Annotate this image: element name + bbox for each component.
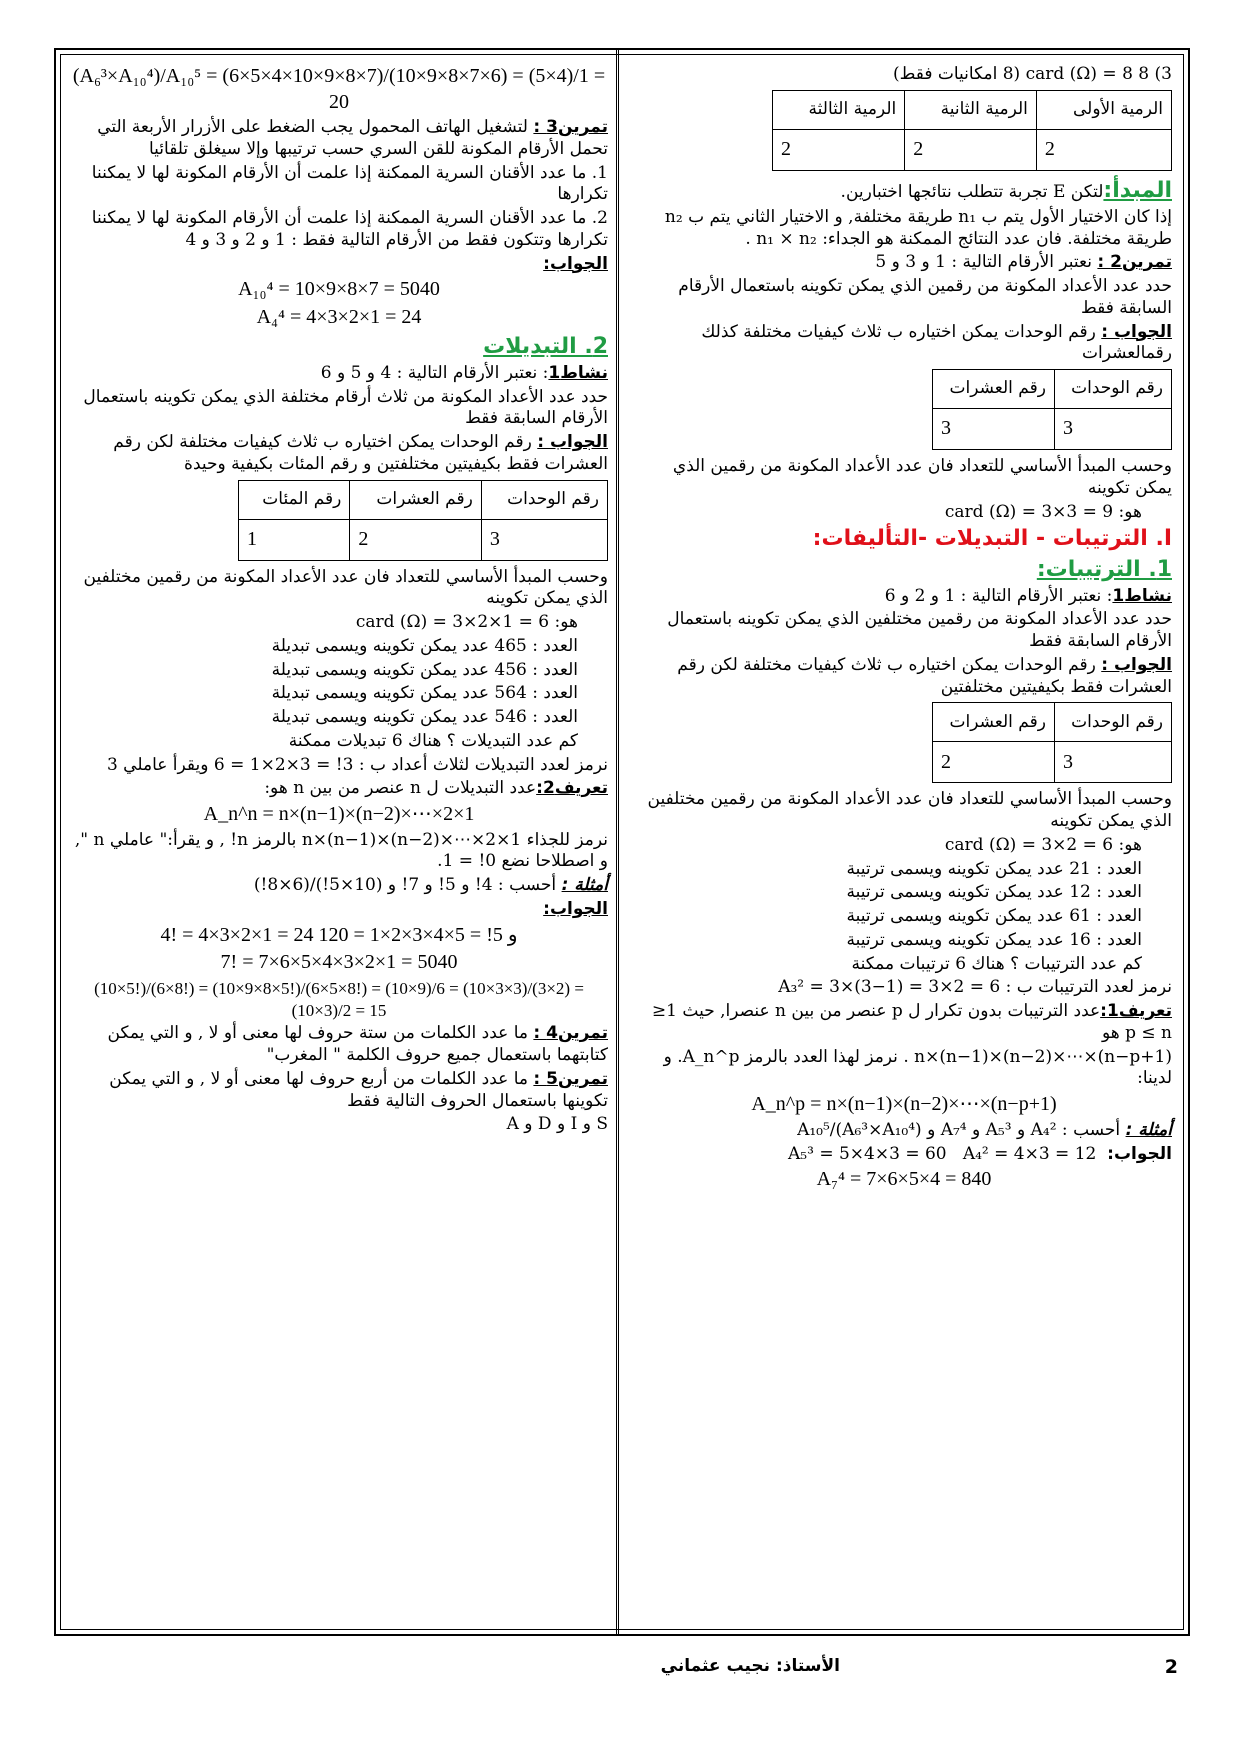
exercise2-answer: [636, 322, 1172, 366]
table-header: الرمية الأولى: [1036, 90, 1171, 129]
table-header: رقم الوحدات: [1054, 370, 1171, 409]
top-formula: (A₆³×A₁₀⁴)/A₁₀⁵ = (6×5×4×10×9×8×7)/(10×9×8×7×6) = (5×4)/1 = 20: [72, 65, 606, 113]
activity1-text: : نعتبر الأرقام التالية : 4 و 5 و 6: [320, 362, 549, 383]
activity1-answer: [636, 655, 1172, 699]
section1-title: I. الترتيبات - التبديلات -التأليفات:: [812, 526, 1172, 552]
right-column: [636, 62, 1172, 1195]
definition1: [636, 1001, 1172, 1045]
definition1-label: تعريف1:: [1100, 1001, 1172, 1022]
exercise5-letters: S و I و D و A: [506, 1114, 608, 1135]
table-header: الرمية الثانية: [905, 90, 1037, 129]
answer-label: الجواب:: [543, 253, 608, 274]
examples: [70, 875, 608, 897]
activity1-text2: حدد عدد الأعداد المكونة من رقمين مختلفين الذي يمكن تكوينه باستعمال الأرقام السابقة فقط: [667, 609, 1172, 652]
subsection1-title: 1. الترتيبات:: [1036, 556, 1172, 582]
definition1-text: عدد الترتيبات بدون تكرار ل p عنصر من بين n عنصرا, حيث 1≤ p ≤ n هو: [651, 1001, 1172, 1043]
definition2-formula: A_n^n = n×(n−1)×(n−2)×⋯×2×1: [203, 803, 475, 826]
exercise4-text: ما عدد الكلمات من ستة حروف لها معنى أو لا , و التي يمكن كتابتهما باستعمال جميع حروف الكلمة " المغرب": [107, 1023, 608, 1066]
act1-table: [932, 702, 1172, 783]
exercise2: [636, 252, 1172, 274]
answer-label: الجواب :: [1101, 654, 1172, 675]
left-column: [70, 62, 608, 1138]
exercise3-label: تمرين3 :: [533, 117, 608, 138]
act1-result: هو: card (Ω) = 3×2 = 6: [944, 834, 1142, 855]
exercise4: [70, 1023, 608, 1067]
exercise5: [70, 1069, 608, 1113]
exercise3-answer1: A₁₀⁴ = 10×9×8×7 = 5040: [238, 278, 440, 301]
table-header: رقم العشرات: [933, 703, 1055, 742]
perm-principle: وحسب المبدأ الأساسي للتعداد فان عدد الأعداد المكونة من رقمين مختلفين الذي يمكن تكوينه: [83, 566, 608, 609]
activity1-label: نشاط1: [548, 362, 608, 383]
table-header: الرمية الثالثة: [773, 90, 905, 129]
author-name: الأستاذ: نجيب عثماني: [660, 1656, 840, 1676]
examples-text: أحسب : A₄² و A₅³ و A₇⁴ و (A₆³×A₁₀⁴)/A₁₀⁵: [797, 1119, 1121, 1140]
exercise3-text: لتشغيل الهاتف المحمول يجب الضغط على الأزرار الأربعة التي تحمل الأرقام المكونة للقن السري حسب ترتيبها وإلا سيغلق تلقائيا: [97, 117, 608, 159]
table-header: رقم المئات: [239, 480, 350, 519]
list-item: العدد : 465 عدد يمكن تكوينه ويسمى تبديلة: [271, 635, 578, 656]
exercise2-text2: حدد عدد الأعداد المكونة من رقمين الذي يمكن تكوينه باستعمال الأرقام السابقة فقط: [678, 276, 1172, 318]
examples-label: أمثلة :: [1125, 1119, 1172, 1140]
table-cell: 3: [1054, 742, 1171, 783]
exercise2-text: نعتبر الأرقام التالية : 1 و 3 و 5: [875, 252, 1092, 273]
table-cell: 2: [1036, 129, 1171, 170]
example-answer: A₄² = 4×3 = 12: [962, 1143, 1097, 1164]
table-cell: 3: [933, 409, 1055, 450]
activity1-text: : نعتبر الأرقام التالية : 1 و 2 و 6: [884, 585, 1113, 606]
factorial-2: 7! = 7×6×5×4×3×2×1 = 5040: [220, 951, 458, 974]
principle-text: لتكن E تجربة تتطلب نتائجها اختبارين.: [840, 181, 1104, 202]
perm-table: [238, 480, 608, 561]
example-answer: A₇⁴ = 7×6×5×4 = 840: [816, 1168, 992, 1191]
perm-count: كم عدد التبديلات ؟ هناك 6 تبديلات ممكنة: [288, 730, 578, 751]
definition2-text2: نرمز للجذاء n×(n−1)×(n−2)×⋯×2×1 بالرمز n! , و يقرأ:" عاملي n ", و اصطلاحا نضع 0! = 1.: [74, 829, 608, 872]
table-cell: 3: [1054, 409, 1171, 450]
table-header: رقم الوحدات: [481, 480, 607, 519]
ex2-result: هو: card (Ω) = 3×3 = 9: [944, 501, 1142, 522]
answer-label: الجواب :: [1101, 321, 1172, 342]
activity1: [636, 586, 1172, 608]
table-cell: 2: [773, 129, 905, 170]
item3-text: 3) 8 card (Ω) = 8 (8 امكانيات فقط): [892, 64, 1172, 84]
factorial-1: 4! = 4×3×2×1 = 24 و 5! = 5×4×3×2×1 = 120: [160, 923, 518, 946]
exercise3-q1: 1. ما عدد الأقنان السرية الممكنة إذا علمت أن الأرقام المكونة لها لا يمكننا تكرارها: [91, 162, 608, 205]
definition1-formula2: A_n^p = n×(n−1)×(n−2)×⋯×(n−p+1): [751, 1093, 1057, 1116]
answer-label: الجواب :: [537, 432, 608, 453]
table-cell: 3: [481, 519, 607, 560]
table-cell: 2: [933, 742, 1055, 783]
perm-symbol: نرمز لعدد التبديلات لثلاث أعداد ب : 3! = 3×2×1 = 6 ويقرأ عاملي 3: [106, 754, 608, 775]
perm-result: هو: card (Ω) = 3×2×1 = 6: [355, 612, 578, 633]
answer-label: الجواب:: [1107, 1143, 1172, 1164]
activity1-answer-text: رقم الوحدات يمكن اختياره ب ثلاث كيفيات مختلفة لكن رقم العشرات فقط بكيفيتين مختلفتين: [677, 654, 1172, 697]
list-item: العدد : 564 عدد يمكن تكوينه ويسمى تبديلة: [271, 683, 578, 704]
table-cell: 2: [905, 129, 1037, 170]
definition1-formula: n×(n−1)×(n−2)×⋯×(n−p+1) . نرمز لهذا العدد بالرمز A_n^p. و لدينا:: [663, 1046, 1172, 1089]
table-cell: 2: [350, 519, 481, 560]
exercise5-label: تمرين5 :: [533, 1068, 608, 1089]
examples-text: أحسب : 4! و 5! و 7! و (10×5!)/(6×8!): [253, 875, 557, 896]
ex2-table: [932, 369, 1172, 450]
arr-symbol: نرمز لعدد الترتيبات ب : A₃² = 3×(3−1) = 3×2 = 6: [778, 977, 1172, 998]
exercise3-answer2: A₄⁴ = 4×3×2×1 = 24: [256, 306, 422, 329]
examples-label: أمثلة :: [561, 875, 608, 896]
arr-count: كم عدد الترتيبات ؟ هناك 6 ترتيبات ممكنة: [851, 953, 1142, 974]
principle-label: المبدأ:: [1103, 177, 1172, 203]
page-number: 2: [1164, 1656, 1178, 1678]
exercise3-q2: 2. ما عدد الأقنان السرية الممكنة إذا علمت أن الأرقام المكونة لها لا يمكننا تكرارها وتتكون فقط من الأرقام التالية فقط : 1 و 2 و 3 و 4: [91, 208, 608, 250]
activity1-text2: حدد عدد الأعداد المكونة من ثلاث أرقام مختلفة الذي يمكن تكوينه باستعمال الأرقام السابقة فقط: [83, 386, 608, 429]
exercise2-answer-text: رقم الوحدات يمكن اختياره ب ثلاث كيفيات مختلفة كذلك رقمالعشرات: [701, 321, 1172, 364]
definition2: [70, 778, 608, 800]
list-item: العدد : 12 عدد يمكن تكوينه ويسمى ترتيبة: [846, 882, 1142, 903]
exercise4-label: تمرين4 :: [533, 1023, 608, 1044]
table-header: رقم العشرات: [350, 480, 481, 519]
activity1: [70, 363, 608, 385]
throws-table: [772, 90, 1172, 171]
column-divider: [616, 48, 619, 1636]
table-header: رقم الوحدات: [1054, 703, 1171, 742]
exercise2-label: تمرين2 :: [1097, 252, 1172, 273]
table-header: رقم العشرات: [933, 370, 1055, 409]
list-item: العدد : 546 عدد يمكن تكوينه ويسمى تبديلة: [271, 707, 578, 728]
exercise3: [70, 117, 608, 161]
list-item: العدد : 16 عدد يمكن تكوينه ويسمى ترتيبة: [846, 929, 1142, 950]
examples-answers: [636, 1144, 1172, 1166]
activity1-label: نشاط1: [1112, 585, 1172, 606]
answer-label: الجواب:: [543, 898, 608, 919]
exercise5-text: ما عدد الكلمات من أربع حروف لها معنى أو لا , و التي يمكن تكوينها باستعمال الحروف التالية فقط: [109, 1068, 608, 1111]
factorial-3: (10×5!)/(6×8!) = (10×9×8×5!)/(6×5×8!) = (10×9)/6 = (10×3×3)/(3×2) = (10×3)/2 = 15: [94, 978, 584, 1020]
ex2-principle: وحسب المبدأ الأساسي للتعداد فان عدد الأعداد المكونة من رقمين الذي يمكن تكوينه: [672, 456, 1172, 498]
list-item: العدد : 456 عدد يمكن تكوينه ويسمى تبديلة: [271, 659, 578, 680]
principle-text2: إذا كان الاختيار الأول يتم ب n₁ طريقة مختلفة, و الاختيار الثاني يتم ب n₂ طريقة مختلفة. فان عدد النتائج الممكنة هو الجداء: n₁ × n₂ .: [664, 206, 1172, 249]
example-answer: A₅³ = 5×4×3 = 60: [788, 1143, 947, 1164]
list-item: العدد : 61 عدد يمكن تكوينه ويسمى ترتيبة: [846, 906, 1142, 927]
activity1-answer: [70, 432, 608, 476]
definition2-label: تعريف2:: [536, 778, 608, 799]
act1-principle: وحسب المبدأ الأساسي للتعداد فان عدد الأعداد المكونة من رقمين مختلفين الذي يمكن تكوينه: [647, 789, 1172, 832]
table-cell: 1: [239, 519, 350, 560]
page-footer: [0, 1650, 1240, 1690]
list-item: العدد : 21 عدد يمكن تكوينه ويسمى ترتيبة: [846, 858, 1142, 879]
principle: [636, 177, 1172, 205]
examples: [636, 1120, 1172, 1142]
activity1-answer-text: رقم الوحدات يمكن اختياره ب ثلاث كيفيات مختلفة لكن رقم العشرات فقط بكيفيتين مختلفتين و رقم المئات بكيفية وحيدة: [113, 432, 608, 474]
subsection2-title: 2. التبديلات: [483, 333, 608, 359]
definition2-text: عدد التبديلات ل n عنصر من بين n هو:: [264, 778, 537, 799]
